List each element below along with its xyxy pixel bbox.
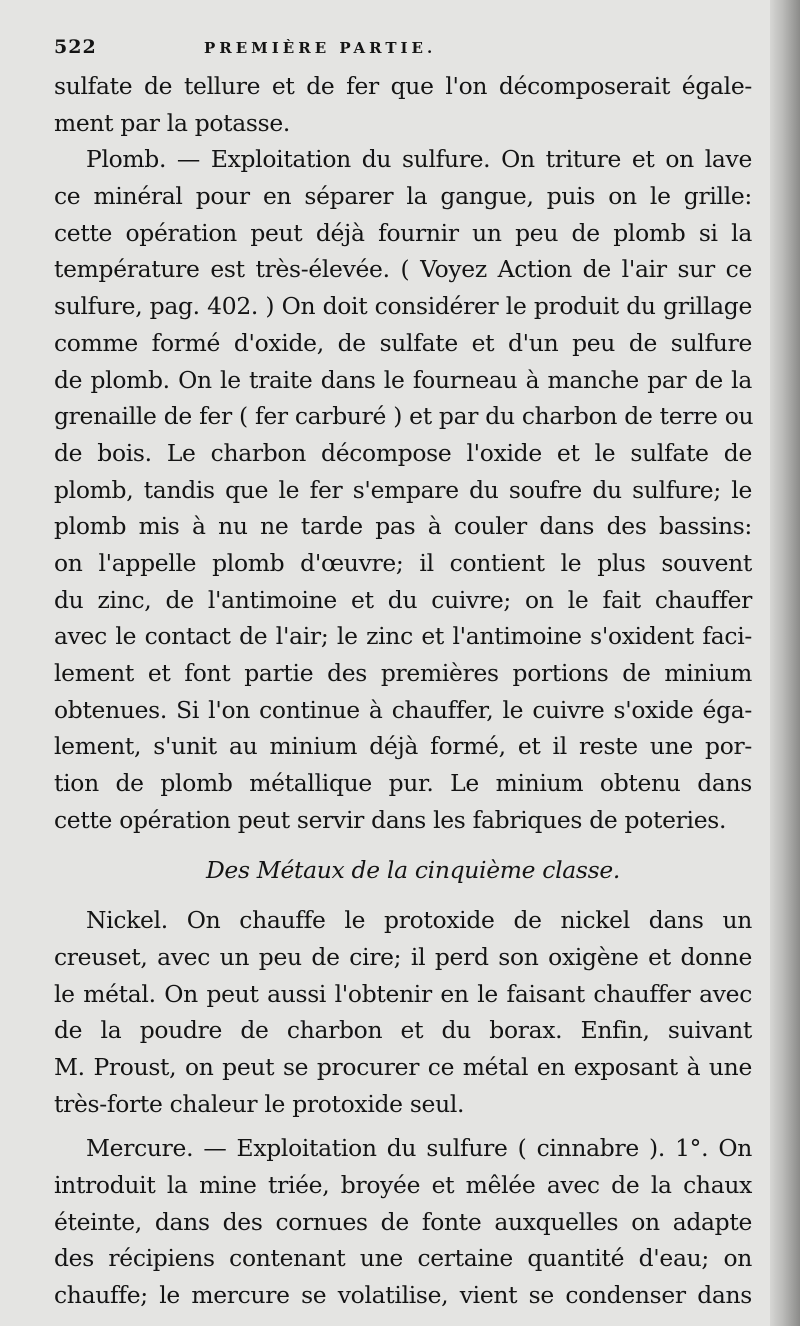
text-line: tion de plomb métallique pur. Le minium obtenu dans [54, 769, 752, 798]
text-line: Plomb. — Exploitation du sulfure. On triture et on lave [86, 145, 752, 174]
text-line: Mercure. — Exploitation du sulfure ( cinnabre ). 1°. On [86, 1134, 752, 1163]
text-line: de bois. Le charbon décompose l'oxide et le sulfate de [54, 438, 752, 467]
text-line: lement, s'unit au minium déjà formé, et il reste une por- [54, 732, 752, 761]
running-head [54, 36, 752, 68]
text-line: comme formé d'oxide, de sulfate et d'un peu de sulfure [54, 328, 752, 357]
section-heading: Des Métaux de la cinquième classe. [205, 856, 621, 885]
text-line: sulfate de tellure et de fer que l'on décomposerait égale- [54, 72, 752, 100]
text-line: le métal. On peut aussi l'obtenir en le faisant chauffer avec [54, 979, 752, 1008]
text-line: on l'appelle plomb d'œuvre; il contient le plus souvent [54, 548, 752, 577]
text-line: plomb, tandis que le fer s'empare du soufre du sulfure; le [54, 475, 752, 504]
text-line: ment par la potasse. [54, 108, 291, 137]
running-title: PREMIÈRE PARTIE. [204, 39, 437, 57]
text-line: très-forte chaleur le protoxide seul. [54, 1089, 465, 1118]
text-line: plomb mis à nu ne tarde pas à couler dans des bassins: [54, 512, 752, 541]
text-line: creuset, avec un peu de cire; il perd son oxigène et donne [54, 942, 752, 971]
text-line: des récipiens contenant une certaine quantité d'eau; on [54, 1244, 752, 1273]
body-text [54, 68, 752, 1314]
text-line: de la poudre de charbon et du borax. Enfin, suivant [54, 1016, 752, 1045]
text-line: éteinte, dans des cornues de fonte auxquelles on adapte [54, 1207, 752, 1236]
text-line: introduit la mine triée, broyée et mêlée avec de la chaux [54, 1170, 752, 1199]
text-line: température est très-élevée. ( Voyez Action de l'air sur ce [54, 255, 752, 284]
text-line: ce minéral pour en séparer la gangue, puis on le grille: [54, 182, 752, 211]
text-line: M. Proust, on peut se procurer ce métal en exposant à une [54, 1052, 752, 1081]
text-line: cette opération peut servir dans les fabriques de poteries. [54, 805, 727, 834]
text-line: chauffe; le mercure se volatilise, vient se condenser dans [54, 1281, 752, 1309]
text-line: avec le contact de l'air; le zinc et l'antimoine s'oxident faci- [54, 622, 752, 651]
page-number: 522 [54, 36, 97, 58]
text-line: de plomb. On le traite dans le fourneau à manche par de la [54, 365, 752, 394]
text-line: grenaille de fer ( fer carburé ) et par du charbon de terre ou [54, 402, 754, 431]
text-line: sulfure, pag. 402. ) On doit considérer le produit du grillage [54, 292, 752, 321]
page-edge-shadow [770, 0, 800, 1326]
text-line: obtenues. Si l'on continue à chauffer, le cuivre s'oxide éga- [54, 695, 752, 724]
text-line: du zinc, de l'antimoine et du cuivre; on le fait chauffer [54, 585, 752, 614]
text-line: Nickel. On chauffe le protoxide de nickel dans un [86, 906, 752, 935]
text-line: cette opération peut déjà fournir un peu de plomb si la [54, 218, 752, 247]
text-line: lement et font partie des premières portions de minium [54, 659, 752, 687]
